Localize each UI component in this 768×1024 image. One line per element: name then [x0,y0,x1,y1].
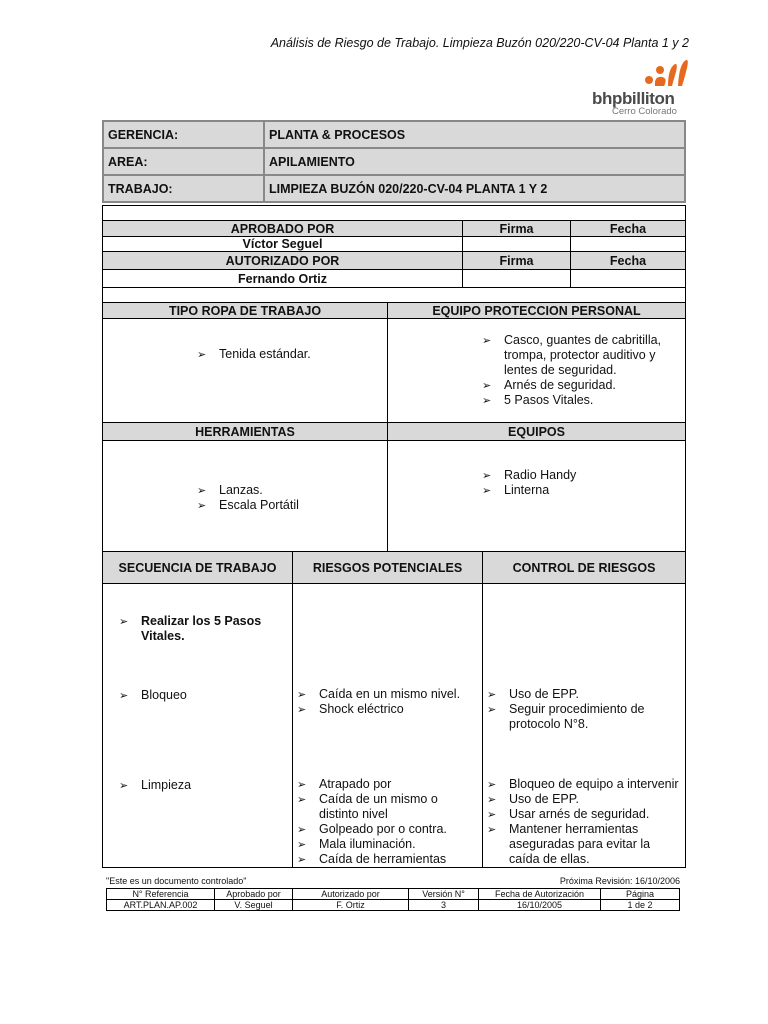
spacer-row [103,206,686,221]
ropa-header: TIPO ROPA DE TRABAJO [103,303,388,319]
list-item: ➢ Caída de herramientas [293,852,463,867]
secuencia-header: SECUENCIA DE TRABAJO [103,552,293,584]
footer-table [106,888,680,911]
next-revision: Próxima Revisión: 16/10/2006 [559,876,680,886]
list-item: ➢ Caída en un mismo nivel. [293,687,478,702]
list-item: ➢ Golpeado por o contra. [293,822,463,837]
control-limpieza-list [483,777,683,867]
secuencia-cell [103,584,293,868]
footer-value-cell: 1 de 2 [601,900,680,911]
footer-value-cell: V. Seguel [215,900,293,911]
footer-header-cell: Versión N° [409,889,479,900]
list-item: ➢ Mala iluminación. [293,837,463,852]
fecha-label: Fecha [571,221,686,237]
equipos-header: EQUIPOS [388,423,686,441]
list-item: ➢ Radio Handy [478,468,681,483]
herramientas-cell [103,441,388,552]
info-label-area: AREA: [103,148,264,175]
logo-subtitle: Cerro Colorado [612,106,677,117]
firma-cell-2 [463,270,571,288]
list-item: ➢ Usar arnés de seguridad. [483,807,683,822]
list-item: ➢ Atrapado por [293,777,463,792]
control-cell [483,584,686,868]
secuencia-step-2 [115,688,288,703]
ropa-cell [103,319,388,423]
work-sequence-table [102,551,686,868]
footer-value-cell: F. Ortiz [293,900,409,911]
control-bloqueo-list [483,687,663,732]
list-item: ➢ Lanzas. [193,483,383,498]
info-row [103,121,685,148]
riesgos-limpieza-list [293,777,463,867]
info-value-gerencia: PLANTA & PROCESOS [264,121,685,148]
list-item: ➢ Seguir procedimiento de protocolo N°8. [483,702,663,732]
main-table [102,205,686,552]
list-item: ➢ Shock eléctrico [293,702,478,717]
aprobado-por-name: Víctor Seguel [103,237,463,252]
footer-header-row [107,889,680,900]
firma-label-2: Firma [463,252,571,270]
riesgos-bloqueo-list [293,687,478,717]
document-header-title: Análisis de Riesgo de Trabajo. Limpieza Buzón 020/220-CV-04 Planta 1 y 2 [270,36,689,50]
secuencia-step-3 [115,778,288,793]
info-row [103,148,685,175]
logo-brand-text: bhpbilliton [592,89,675,108]
footer-header-cell: Página [601,889,680,900]
list-item: ➢ Limpieza [115,778,288,793]
equipos-cell [388,441,686,552]
control-header: CONTROL DE RIESGOS [483,552,686,584]
list-item: ➢ Tenida estándar. [193,347,383,362]
autorizado-por-label: AUTORIZADO POR [103,252,463,270]
info-value-area: APILAMIENTO [264,148,685,175]
list-item: ➢ 5 Pasos Vitales. [478,393,674,408]
epp-cell [388,319,686,423]
list-item: ➢ Bloqueo de equipo a intervenir [483,777,683,792]
footer-value-cell: 3 [409,900,479,911]
list-item: ➢ Linterna [478,483,681,498]
list-item: ➢ Bloqueo [115,688,288,703]
equipos-list [478,468,681,498]
footer-value-row [107,900,680,911]
info-value-trabajo: LIMPIEZA BUZÓN 020/220-CV-04 PLANTA 1 Y 2 [264,175,685,202]
fecha-label-2: Fecha [571,252,686,270]
list-item: ➢ Caída de un mismo o distinto nivel [293,792,463,822]
herramientas-list [193,483,383,513]
info-row [103,175,685,202]
autorizado-por-name: Fernando Ortiz [103,270,463,288]
list-item: ➢ Casco, guantes de cabritilla, trompa, protector auditivo y lentes de seguridad. [478,333,674,378]
fecha-cell [571,237,686,252]
info-table [102,120,686,203]
aprobado-por-label: APROBADO POR [103,221,463,237]
controlled-document-note: "Este es un documento controlado" [106,876,247,886]
ropa-list [193,347,383,362]
epp-list [478,333,674,408]
footer-header-cell: Autorizado por [293,889,409,900]
footer-header-cell: Aprobado por [215,889,293,900]
info-label-trabajo: TRABAJO: [103,175,264,202]
list-item: ➢ Mantener herramientas aseguradas para evitar la caída de ellas. [483,822,683,867]
bhp-logo-icon [642,58,690,90]
herramientas-header: HERRAMIENTAS [103,423,388,441]
footer-value-cell: ART.PLAN.AP.002 [107,900,215,911]
footer-header-cell: Fecha de Autorización [479,889,601,900]
spacer-row [103,288,686,303]
epp-header: EQUIPO PROTECCION PERSONAL [388,303,686,319]
footer-header-cell: N° Referencia [107,889,215,900]
riesgos-header: RIESGOS POTENCIALES [293,552,483,584]
fecha-cell-2 [571,270,686,288]
list-item: ➢ Uso de EPP. [483,792,683,807]
firma-cell [463,237,571,252]
list-item: ➢ Uso de EPP. [483,687,663,702]
secuencia-step-1 [115,614,288,644]
list-item: ➢ Realizar los 5 Pasos Vitales. [115,614,288,644]
firma-label: Firma [463,221,571,237]
list-item: ➢ Arnés de seguridad. [478,378,674,393]
riesgos-cell [293,584,483,868]
company-logo [590,56,692,118]
info-label-gerencia: GERENCIA: [103,121,264,148]
list-item: ➢ Escala Portátil [193,498,383,513]
footer-value-cell: 16/10/2005 [479,900,601,911]
